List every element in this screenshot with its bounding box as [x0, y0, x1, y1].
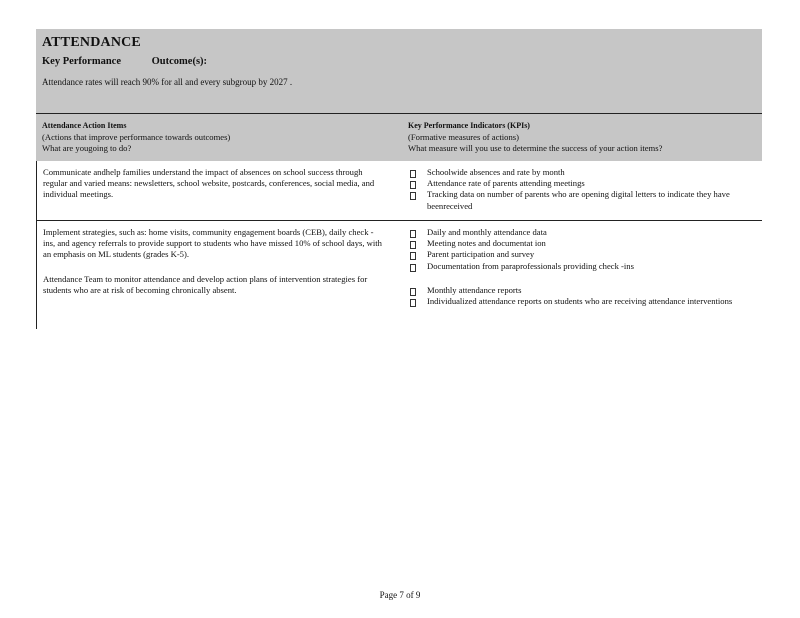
action-item: Implement strategies, such as: home visits, community engagement boards (CEB), daily check -ins, and agency referrals to provide support to students who have missed 10% of school days, with an emphasis on ML students (grades K-5).	[43, 227, 382, 260]
action-item: Attendance Team to monitor attendance and develop action plans of intervention strategies for students who are at risk of becoming chronically absent.	[43, 273, 368, 295]
kpi-item: Documentation from paraprofessionals providing check -ins	[409, 261, 759, 272]
kpi-cell	[409, 167, 759, 212]
kpi-list	[409, 167, 759, 212]
page-number: Page 7 of 9	[379, 590, 421, 600]
key-performance-outcomes-label	[42, 56, 235, 67]
kpi-item: Daily and monthly attendance data	[409, 227, 759, 238]
action-cell	[43, 227, 383, 296]
action-items-header	[42, 120, 230, 155]
action-items-subtitle: (Actions that improve performance towards outcomes)	[42, 131, 231, 142]
table-row	[37, 221, 762, 329]
kpi-item: Individualized attendance reports on students who are receiving attendance interventions	[409, 296, 759, 307]
kpi-heading: Key Performance Indicators (KPIs)	[408, 121, 530, 130]
action-item: Communicate andhelp families understand the impact of absences on school success through regular and varied means: newsletters, school website, postcards, conferences, social media, and individual meetings.	[43, 167, 375, 200]
attendance-section	[36, 29, 762, 329]
action-items-question: What are yougoing to do?	[42, 143, 132, 153]
section-header	[36, 29, 762, 114]
kpi-item: Meeting notes and documentat ion	[409, 238, 759, 249]
section-title: ATTENDANCE	[42, 35, 141, 50]
kpi-item: Schoolwide absences and rate by month	[409, 167, 759, 178]
action-cell	[43, 167, 383, 201]
kpi-item: Parent participation and survey	[409, 249, 759, 260]
column-headers	[36, 114, 762, 161]
table-body	[36, 161, 762, 329]
outcome-statement: Attendance rates will reach 90% for all and every subgroup by 2027 .	[42, 77, 293, 87]
kpi-subtitle: (Formative measures of actions)	[408, 131, 519, 142]
kpi-item: Tracking data on number of parents who are opening digital letters to indicate they have beenreceived	[409, 189, 759, 211]
kpi-item: Monthly attendance reports	[409, 285, 759, 296]
kpi-cell	[409, 227, 759, 307]
action-items-heading: Attendance Action Items	[42, 121, 127, 130]
kpi-list	[409, 285, 759, 307]
table-row	[37, 161, 762, 221]
kpo-label-part-1: Key Performance	[42, 56, 122, 67]
kpi-list	[409, 227, 759, 272]
kpi-header	[408, 120, 662, 155]
kpi-item: Attendance rate of parents attending meetings	[409, 178, 759, 189]
kpi-question: What measure will you use to determine the success of your action items?	[408, 143, 663, 153]
kpo-label-part-2: Outcome(s):	[151, 56, 208, 67]
